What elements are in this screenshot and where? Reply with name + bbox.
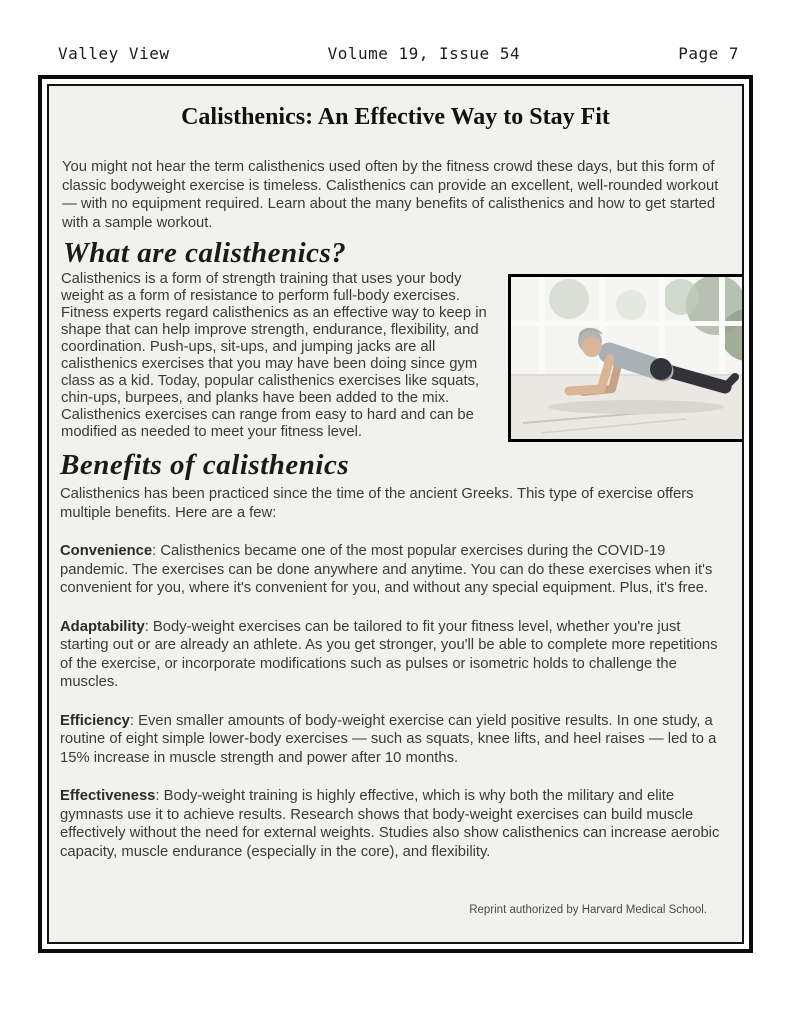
article-content xyxy=(47,84,744,944)
article-frame xyxy=(38,75,753,953)
page-header xyxy=(0,0,791,75)
publication-name: Valley View xyxy=(58,44,170,63)
benefit-text-convenience: : Calisthenics became one of the most popular exercises during the COVID-19 pandemic. The exercises can be done anywhere and anytime. You can do these exercises when it's convenient for you, where it's convenient for you, and without any special equipment. Plus, it's free. xyxy=(60,543,713,596)
benefit-term-effectiveness: Effectiveness xyxy=(60,788,156,804)
benefit-text-efficiency: : Even smaller amounts of body-weight exercise can yield positive results. In one study, a routine of eight simple lower-body exercises — such as squats, knee lifts, and heel raises — led to a 15% increase in muscle strength and power after 10 months. xyxy=(60,712,717,766)
plank-photo-illustration xyxy=(511,277,744,439)
article-title: Calisthenics: An Effective Way to Stay Fit xyxy=(181,104,610,130)
plank-exercise-photo xyxy=(508,274,744,442)
benefit-term-convenience: Convenience xyxy=(60,543,153,559)
benefit-text-adaptability: : Body-weight exercises can be tailored to fit your fitness level, whether you're just starting out or are already an athlete. As you get stronger, you'll be able to complete more repetitions of the exercise, or incorporate modifications such as pulses or isometric holds to challenge the muscles. xyxy=(60,618,718,690)
section-heading-what: What are calisthenics? xyxy=(63,237,347,269)
section-heading-benefits: Benefits of calisthenics xyxy=(60,449,350,481)
what-section xyxy=(60,271,731,442)
benefit-term-efficiency: Efficiency xyxy=(60,712,130,729)
what-body: Calisthenics is a form of strength training that uses your body weight as a form of resistance to perform full-body exercises. Fitness experts regard calisthenics as an effective way to keep in shape that can help improve strength, endurance, flexibility, and coordination. Push-ups, sit-ups, and jumping jacks are all calisthenics exercises that you may have been doing since gym class as a kid. Today, popular calisthenics exercises like squats, chin-ups, burpees, and planks have been added to the mix. Calisthenics exercises can range from easy to hard and can be modified as needed to meet your fitness level. xyxy=(61,271,487,440)
benefit-adaptability xyxy=(60,618,731,692)
benefit-effectiveness xyxy=(60,787,731,861)
benefit-efficiency xyxy=(60,712,731,768)
benefits-lead: Calisthenics has been practiced since the time of the ancient Greeks. This type of exercise offers multiple benefits. Here are a few: xyxy=(60,486,694,521)
issue-info: Volume 19, Issue 54 xyxy=(327,44,521,63)
article-intro: You might not hear the term calisthenics used often by the fitness crowd these days, but this form of classic bodyweight exercise is timeless. Calisthenics can provide an excellent, well-rounded workout — with no equipment required. Learn about the many benefits of calisthenics and how to get started with a sample workout. xyxy=(62,159,719,231)
page-number: Page 7 xyxy=(678,44,739,63)
benefit-term-adaptability: Adaptability xyxy=(60,618,145,635)
reprint-credit: Reprint authorized by Harvard Medical School. xyxy=(469,904,707,916)
benefit-convenience xyxy=(60,542,731,598)
benefit-text-effectiveness: : Body-weight training is highly effective, which is why both the military and elite gymnasts use it to achieve results. Research shows that body-weight exercises can build muscle effectively without the need for external weights. Studies also show calisthenics can increase aerobic capacity, muscle endurance (especially in the core), and flexibility. xyxy=(60,788,720,860)
